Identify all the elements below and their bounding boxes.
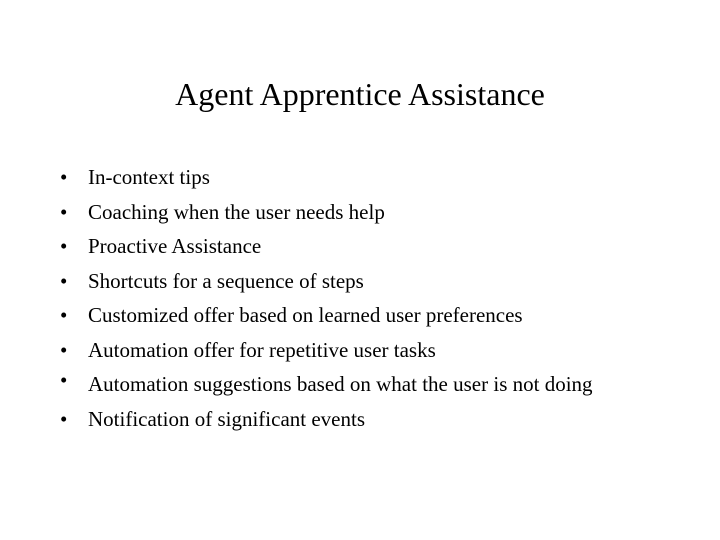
bullet-icon: • [60, 303, 68, 327]
bullet-icon: • [60, 368, 68, 392]
list-item [60, 333, 635, 368]
bullet-text: In-context tips [88, 165, 210, 189]
list-item [60, 195, 635, 230]
bullet-icon: • [60, 337, 68, 362]
bullet-text: Automation suggestions based on what the user is not doing [88, 371, 593, 396]
slide-title: Agent Apprentice Assistance [175, 76, 545, 112]
bullet-text: Customized offer based on learned user preferences [88, 303, 523, 327]
bullet-list [60, 160, 635, 436]
bullet-text: Notification of significant events [88, 406, 366, 431]
bullet-text: Proactive Assistance [88, 234, 262, 258]
bullet-icon: • [60, 406, 68, 431]
bullet-icon: • [60, 234, 68, 258]
list-item [60, 160, 635, 195]
bullet-text: Automation offer for repetitive user tasks [88, 337, 436, 362]
bullet-icon: • [60, 199, 68, 224]
list-item [60, 229, 635, 264]
bullet-icon: • [60, 165, 68, 189]
list-item [60, 264, 635, 299]
bullet-text: Shortcuts for a sequence of steps [88, 268, 364, 293]
bullet-icon: • [60, 268, 68, 293]
list-item [60, 402, 635, 437]
bullet-text: Coaching when the user needs help [88, 199, 385, 224]
list-item [60, 367, 635, 402]
list-item [60, 298, 635, 333]
